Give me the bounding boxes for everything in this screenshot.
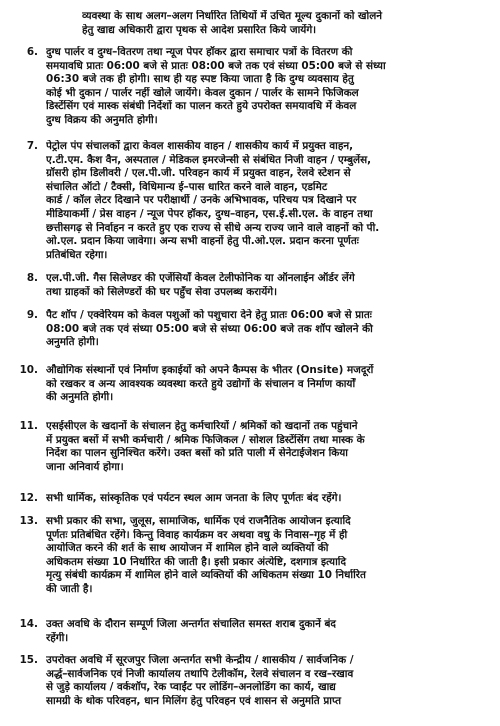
text-line: आयोजित करने की शर्त के साथ आयोजन में शामिल होने वाले व्यक्तियों की (46, 542, 329, 555)
item-number: 7. (26, 140, 38, 152)
text-line: सभी धार्मिक, सांस्कृतिक एवं पर्यटन स्थल आम जनता के लिए पूर्णतः बंद रहेंगे। (46, 492, 342, 504)
text-line: तथा ग्राहकों को सिलेण्डरों की घर पहुँच सेवा उपलब्ध करायेंगे। (46, 285, 278, 298)
text-line: एल.पी.जी. गैस सिलेण्डर की एजेंसियाँ केवल टेलीफोनिक या ऑनलाईन ऑर्डर लेंगे (46, 272, 355, 284)
text-line: दुग्ध पार्लर व दुग्ध–वितरण तथा न्यूज पेपर हॉकर द्वारा समाचार पत्रों के वितरण की (46, 46, 353, 58)
list-item (19, 420, 496, 474)
text-line: की अनुमति होगी। (46, 391, 114, 404)
item-text (46, 309, 496, 350)
text-line: पैट शॉप / एक्वेरियम को केवल पशुओं को पशुचारा देने हेतु प्रातः 06:00 बजे से प्रातः (46, 309, 372, 321)
text-line: 08:00 बजे तक एवं संध्या 05:00 बजे से संध्या 06:00 बजे तक शॉप खोलने की (46, 322, 373, 335)
item-text (46, 492, 496, 506)
text-line: ए.टी.एम. कैश वैन, अस्पताल / मेडिकल इमरजेन्सी से संबंधित निजी वाहन / एम्बुलेंस, (46, 153, 372, 166)
item-text (46, 618, 496, 645)
item-text (46, 272, 496, 299)
item-text (46, 140, 496, 262)
list-item (19, 364, 496, 405)
text-line: पूर्णतः प्रतिबंधित रहेंगे। किन्तु विवाह कार्यक्रम वर अथवा वधु के निवास–गृह में ही (46, 528, 348, 541)
list-item (19, 515, 496, 597)
text-line: सामग्री के थोक परिवहन, धान मिलिंग हेतु परिवहन एवं शासन से अनुमति प्राप्त (46, 694, 342, 707)
text-line: में प्रयुक्त बसों में सभी कर्मचारी / श्रमिक फिजिकल / सोशल डिस्टेंसिंग तथा मास्क के (46, 433, 365, 446)
item-number: 9. (26, 309, 38, 321)
text-line: मृत्यु संबंधी कार्यक्रम में शामिल होने वाले व्यक्तियों की अधिकतम संख्या 10 निर्धारित (46, 569, 366, 582)
text-line: जाना अनिवार्य होगा। (46, 460, 124, 473)
item-number: 6. (26, 46, 38, 58)
text-line: से जुड़े कार्यालय / वर्कशॉप, रेक प्वाईंट पर लोडिंग–अनलोडिंग का कार्य, खाद्य (46, 681, 336, 694)
text-line: एसईसीएल के खदानों के संचालन हेतु कर्मचारियों / श्रमिकों को खदानों तक पहुंचाने (46, 420, 358, 432)
text-line: दुग्ध विक्रय की अनुमति होगी। (46, 113, 158, 126)
text-line: उपरोक्त अवधि में सूरजपुर जिला अन्तर्गत सभी केन्द्रीय / शासकीय / सार्वजनिक / (46, 654, 354, 666)
text-line: प्रतिबंधित रहेगा। (46, 248, 108, 261)
item-text (46, 420, 496, 474)
list-item (26, 309, 496, 350)
text-line: डिस्टेंसिंग एवं मास्क संबंधी निर्देशों का पालन करते हुये उपरोक्त समयावधि में केवल (46, 100, 357, 113)
text-line: हेतु खाद्य अधिकारी द्वारा पृथक से आदेश प्रसारित किये जायेंगे। (82, 23, 317, 36)
text-line: मीडियाकर्मी / प्रेस वाहन / न्यूज पेपर हॉकर, दुग्ध–वाहन, एस.ई.सी.एल. के वाहन तथा (46, 207, 373, 220)
list-item (26, 46, 496, 128)
text-line: कार्ड / कॉल लेटर दिखाने पर परीक्षार्थी / उनके अभिभावक, परिचय पत्र दिखाने पर (46, 194, 357, 207)
text-line: 06:30 बजे तक ही होगी। साथ ही यह स्पष्ट किया जाता है कि दुग्ध व्यवसाय हेतु (46, 73, 354, 86)
item-number: 8. (26, 272, 38, 284)
text-line: समयावधि प्रातः 06:00 बजे से प्रातः 08:00 बजे तक एवं संध्या 05:00 बजे से संध्या (46, 59, 386, 72)
item-number: 15. (19, 654, 38, 666)
list-item (19, 654, 496, 708)
list-item (19, 492, 496, 506)
text-line: की जाती है। (46, 582, 93, 595)
text-line: निर्देश का पालन सुनिश्चित करेंगे। उक्त बसों को प्रति पाली में सेनेटाईजेशन किया (46, 447, 348, 460)
text-line: व्यवस्था के साथ अलग–अलग निर्धारित तिथियों में उचित मूल्य दुकानों को खोलने (82, 10, 383, 22)
text-line: अनुमति होगी। (46, 336, 99, 349)
text-line: अधिकतम संख्या 10 निर्धारित की जाती है। इसी प्रकार अंत्येष्टि, दशगात्र इत्यादि (46, 555, 346, 568)
item-number: 12. (19, 492, 38, 504)
item-text (46, 515, 496, 597)
item-number: 11. (19, 420, 38, 432)
list-item (26, 272, 496, 299)
item-number: 10. (19, 364, 38, 376)
text-line: रहेंगी। (46, 631, 69, 644)
item-text (46, 654, 496, 708)
text-line: ओ.एल. प्रदान किया जावेगा। अन्य सभी वाहनों हेतु पी.ओ.एल. प्रदान करना पूर्णतः (46, 235, 359, 248)
text-line: कोई भी दुकान / पार्लर नहीं खोले जायेंगे। केवल दुकान / पार्लर के सामने फिजिकल (46, 86, 359, 99)
text-line: छत्तीसगढ़ से निर्वाहन न करते हुए एक राज्य से सीधे अन्य राज्य जाने वाले वाहनों को पी. (46, 221, 380, 234)
text-line: सभी प्रकार की सभा, जुलूस, सामाजिक, धार्मिक एवं राजनैतिक आयोजन इत्यादि (46, 515, 351, 527)
text-line: उक्त अवधि के दौरान सम्पूर्ण जिला अन्तर्गत संचालित समस्त शराब दुकानें बंद (46, 618, 336, 630)
text-line: पेट्रोल पंप संचालकों द्वारा केवल शासकीय वाहन / शासकीय कार्य में प्रयुक्त वाहन, (46, 140, 354, 152)
text-line: संचालित ऑटो / टैक्सी, विधिमान्य ई–पास धारित करने वाले वाहन, एडमिट (46, 180, 328, 193)
intro-paragraph (82, 10, 492, 37)
item-text (46, 364, 496, 405)
item-number: 14. (19, 618, 38, 630)
item-number: 13. (19, 515, 38, 527)
text-line: अर्द्ध–सार्वजनिक एवं निजी कार्यालय तथापि टेलीकॉम, रेलवे संचालन व रख–रखाव (46, 667, 354, 680)
item-text (46, 46, 496, 128)
text-line: औद्योगिक संस्थानों एवं निर्माण इकाईयों को अपने कैम्पस के भीतर (Onsite) मजदूरों (46, 364, 374, 376)
list-item (26, 140, 496, 262)
text-line: ग्रॉसरी होम डिलीवरी / एल.पी.जी. परिवहन कार्य में प्रयुक्त वाहन, रेलवे स्टेशन से (46, 167, 351, 180)
list-item (19, 618, 496, 645)
text-line: को रखकर व अन्य आवश्यक व्यवस्था करते हुये उद्योगों के संचालन व निर्माण कार्यों (46, 377, 356, 390)
